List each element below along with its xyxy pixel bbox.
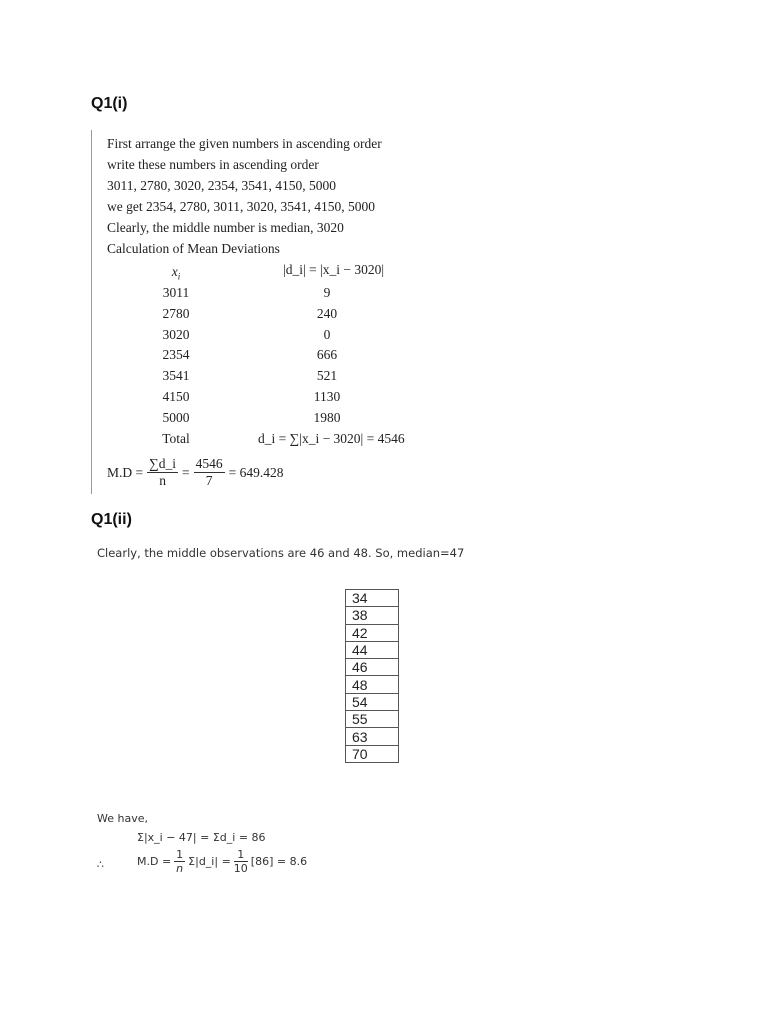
q1ii-heading: Q1(ii) [91,511,132,528]
q1i-row-d: 666 [316,347,338,363]
q1ii-md-label: M.D = [137,855,172,868]
q1i-line-5: Clearly, the middle number is median, 3020 [107,220,344,235]
value-cell: 34 [346,590,399,607]
q1ii-md-formula [137,848,307,875]
q1ii-intro: Clearly, the middle observations are 46 and 48. So, median=47 [97,546,465,560]
table-row [346,693,399,710]
q1ii-sum-line: Σ|x_i − 47| = Σd_i = 86 [137,831,266,844]
value-cell: 63 [346,728,399,745]
q1i-row-x: 3011 [162,285,190,300]
q1i-md-eq: = [182,464,190,480]
q1i-row-x: 2780 [162,305,190,321]
q1i-row-d: 0 [323,326,331,342]
value-cell: 55 [346,711,399,728]
value-cell: 42 [346,624,399,641]
q1i-md-label: M.D = [107,464,144,480]
table-row [346,676,399,693]
q1i-row-d: 1980 [313,409,341,425]
q1ii-md-frac1: $\frac{1}{n}$ [176,848,184,875]
q1ii-md-mid: Σ|d_i| = [188,855,231,868]
table-row [346,745,399,762]
q1i-row-d: 1130 [313,389,341,404]
left-margin-bar [91,130,92,494]
table-row [346,590,399,607]
therefore-symbol: ∴ [97,858,104,871]
value-cell: 38 [346,607,399,624]
q1i-total-formula: d_i = ∑|x_i − 3020| = 4546 [258,431,405,446]
value-cell: 46 [346,659,399,676]
value-cell: 54 [346,693,399,710]
value-cell: 48 [346,676,399,693]
table-row [346,624,399,641]
q1i-line-2: write these numbers in ascending order [107,157,319,172]
value-cell: 44 [346,641,399,658]
q1i-total-label: Total [162,431,190,446]
q1i-header-x: $x_i$ [171,264,181,282]
q1i-md-frac2: $\frac{4546}{7}$ [195,456,223,488]
q1i-row-x: 3541 [162,368,190,384]
q1i-md-result: = 649.428 [228,464,284,480]
q1ii-we-have: We have, [97,812,148,825]
q1i-line-6: Calculation of Mean Deviations [107,241,280,256]
q1i-row-d: 240 [316,305,338,321]
table-row [346,659,399,676]
table-row [346,711,399,728]
q1ii-values-table [345,589,399,763]
q1ii-md-result: [86] = 8.6 [250,855,308,868]
table-row [346,728,399,745]
table-row [346,641,399,658]
q1i-row-x: 4150 [162,389,190,404]
q1i-md-frac1: $\frac{\sum d\_i}{n}$ [149,456,176,488]
q1i-row-x: 5000 [162,409,190,425]
q1i-row-d: 9 [323,285,331,300]
q1i-md-formula [107,456,284,489]
table-row [346,607,399,624]
q1i-row-d: 521 [316,368,338,384]
q1i-line-1: First arrange the given numbers in ascending order [107,136,382,151]
value-cell: 70 [346,745,399,762]
q1i-row-x: 3020 [162,326,190,342]
q1i-row-x: 2354 [162,347,190,363]
q1i-line-4: we get 2354, 2780, 3011, 3020, 3541, 4150, 5000 [107,199,375,214]
q1i-header-d: |d_i| = |x_i − 3020| [283,262,385,277]
q1i-line-3: 3011, 2780, 3020, 2354, 3541, 4150, 5000 [107,178,336,193]
q1i-heading: Q1(i) [91,95,128,112]
q1ii-md-frac2: $\frac{1}{10}$ [233,848,248,875]
